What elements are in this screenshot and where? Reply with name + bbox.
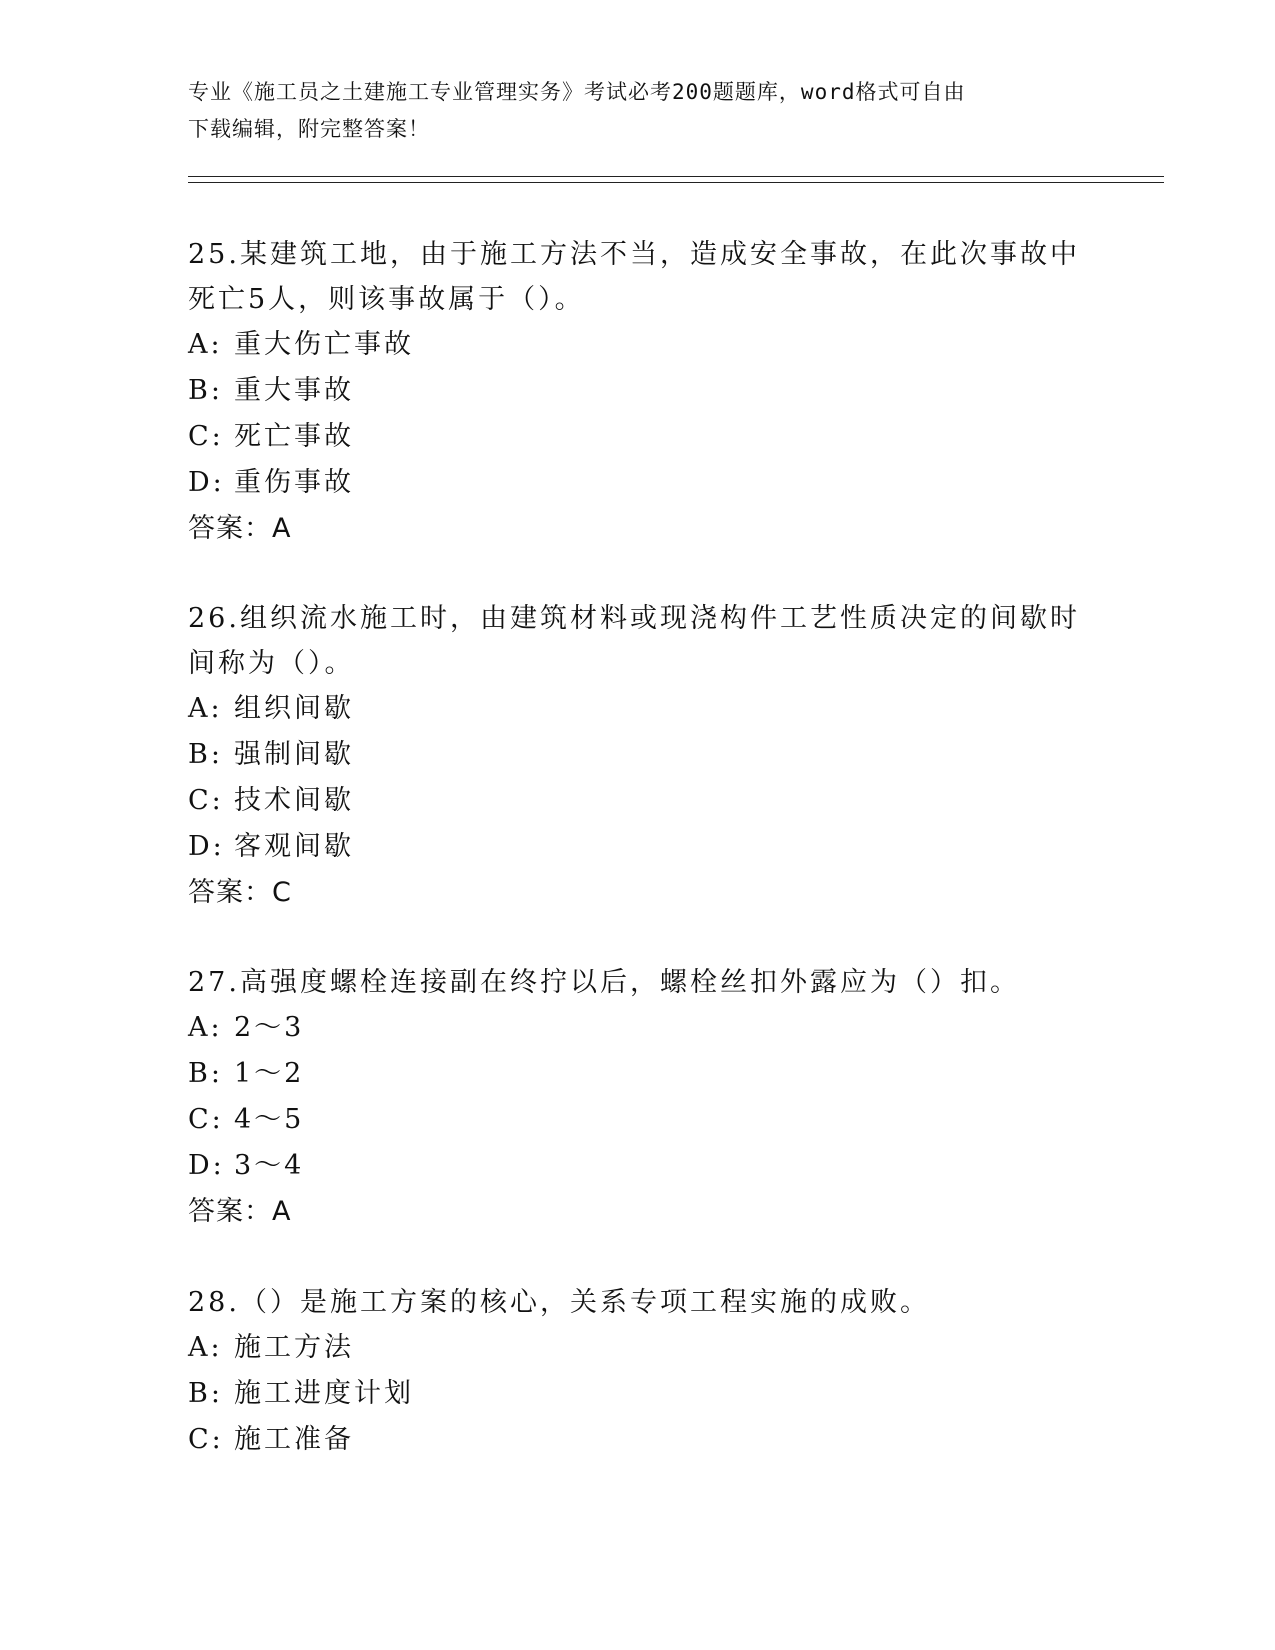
option-c: [188, 414, 1088, 460]
option-letter: A:: [188, 329, 223, 360]
answer-line: 答案：A: [188, 1196, 292, 1227]
option-text: 重大事故: [234, 375, 354, 406]
option-letter: B:: [188, 1378, 223, 1409]
option-text: 技术间歇: [234, 785, 354, 816]
option-text: 客观间歇: [234, 831, 354, 862]
option-letter: B:: [188, 1058, 223, 1089]
answer-line: 答案：C: [188, 877, 292, 908]
option-text: 重伤事故: [234, 467, 354, 498]
option-c: [188, 778, 1088, 824]
option-letter: C:: [188, 1424, 224, 1455]
option-letter: C:: [188, 421, 224, 452]
question-28: [188, 1280, 1088, 1463]
question-stem: 26.组织流水施工时，由建筑材料或现浇构件工艺性质决定的间歇时间称为（）。: [188, 603, 1080, 679]
option-b: [188, 732, 1088, 778]
option-letter: C:: [188, 785, 224, 816]
header-line-2: 下载编辑，附完整答案！: [188, 117, 430, 141]
option-text: 施工方法: [234, 1332, 354, 1363]
option-b: [188, 1371, 1088, 1417]
header-divider-bottom: [188, 182, 1164, 183]
option-d: [188, 1143, 1088, 1189]
option-a: [188, 1005, 1088, 1051]
option-text: 施工进度计划: [234, 1378, 414, 1409]
option-text: 2～3: [234, 1012, 305, 1043]
option-b: [188, 1051, 1088, 1097]
question-26: [188, 596, 1088, 916]
option-text: 死亡事故: [234, 421, 354, 452]
document-header: [188, 74, 1068, 148]
option-text: 3～4: [234, 1150, 305, 1181]
option-b: [188, 368, 1088, 414]
option-text: 重大伤亡事故: [234, 329, 414, 360]
option-text: 施工准备: [234, 1424, 354, 1455]
option-a: [188, 322, 1088, 368]
option-a: [188, 686, 1088, 732]
option-d: [188, 824, 1088, 870]
option-letter: D:: [188, 831, 225, 862]
option-letter: D:: [188, 1150, 225, 1181]
option-text: 1～2: [234, 1058, 305, 1089]
question-27: [188, 960, 1088, 1235]
option-text: 4～5: [234, 1104, 305, 1135]
answer-line: 答案：A: [188, 513, 292, 544]
option-c: [188, 1097, 1088, 1143]
question-stem: 28.（）是施工方案的核心，关系专项工程实施的成败。: [188, 1287, 930, 1318]
option-letter: A:: [188, 693, 223, 724]
option-letter: B:: [188, 375, 223, 406]
option-d: [188, 460, 1088, 506]
option-letter: A:: [188, 1332, 223, 1363]
header-line-1: 专业《施工员之土建施工专业管理实务》考试必考200题题库，word格式可自由: [188, 80, 966, 104]
question-stem: 27.高强度螺栓连接副在终拧以后，螺栓丝扣外露应为（）扣。: [188, 967, 1020, 998]
option-letter: D:: [188, 467, 225, 498]
option-letter: C:: [188, 1104, 224, 1135]
option-a: [188, 1325, 1088, 1371]
option-text: 强制间歇: [234, 739, 354, 770]
question-25: [188, 232, 1088, 552]
option-letter: B:: [188, 739, 223, 770]
option-text: 组织间歇: [234, 693, 354, 724]
option-c: [188, 1417, 1088, 1463]
question-stem: 25.某建筑工地，由于施工方法不当，造成安全事故，在此次事故中死亡5人，则该事故属于（）。: [188, 239, 1080, 315]
header-divider-top: [188, 176, 1164, 177]
option-letter: A:: [188, 1012, 223, 1043]
